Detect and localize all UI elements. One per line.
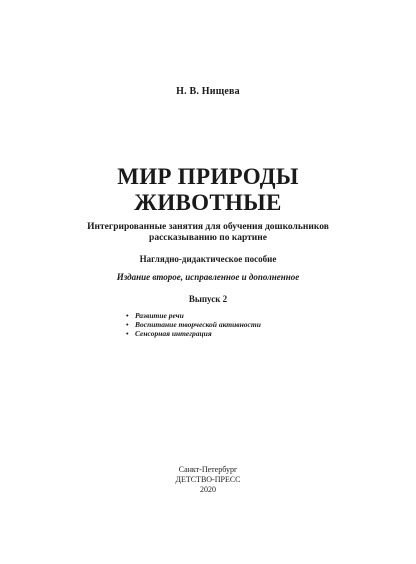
list-item — [126, 311, 261, 320]
topic-label: Воспитание творческой активности — [135, 320, 261, 329]
author-name: Н. В. Нищева — [176, 86, 240, 97]
topic-label: Развитие речи — [135, 311, 184, 320]
manual-type: Наглядно-дидактическое пособие — [139, 254, 277, 264]
list-item — [126, 329, 261, 338]
edition-note: Издание второе, исправленное и дополненное — [116, 272, 300, 282]
book-title-line-2: ЖИВОТНЫЕ — [134, 190, 282, 215]
issue-number: Выпуск 2 — [188, 294, 228, 304]
imprint-city: Санкт-Петербург — [178, 465, 238, 474]
imprint-publisher: ДЕТСТВО-ПРЕСС — [175, 475, 241, 484]
list-item — [126, 320, 261, 329]
imprint-year: 2020 — [200, 485, 216, 494]
imprint — [0, 465, 416, 495]
bullet-icon: • — [126, 329, 129, 338]
subtitle-line-1: Интегрированные занятия для обучения дошкольников — [87, 222, 329, 232]
topic-label: Сенсорная интеграция — [135, 329, 212, 338]
topics-list — [126, 311, 261, 338]
bullet-icon: • — [126, 311, 129, 320]
bullet-icon: • — [126, 320, 129, 329]
book-title-line-1: МИР ПРИРОДЫ — [117, 164, 299, 189]
book-subtitle — [0, 222, 416, 244]
subtitle-line-2: рассказыванию по картине — [149, 233, 267, 243]
